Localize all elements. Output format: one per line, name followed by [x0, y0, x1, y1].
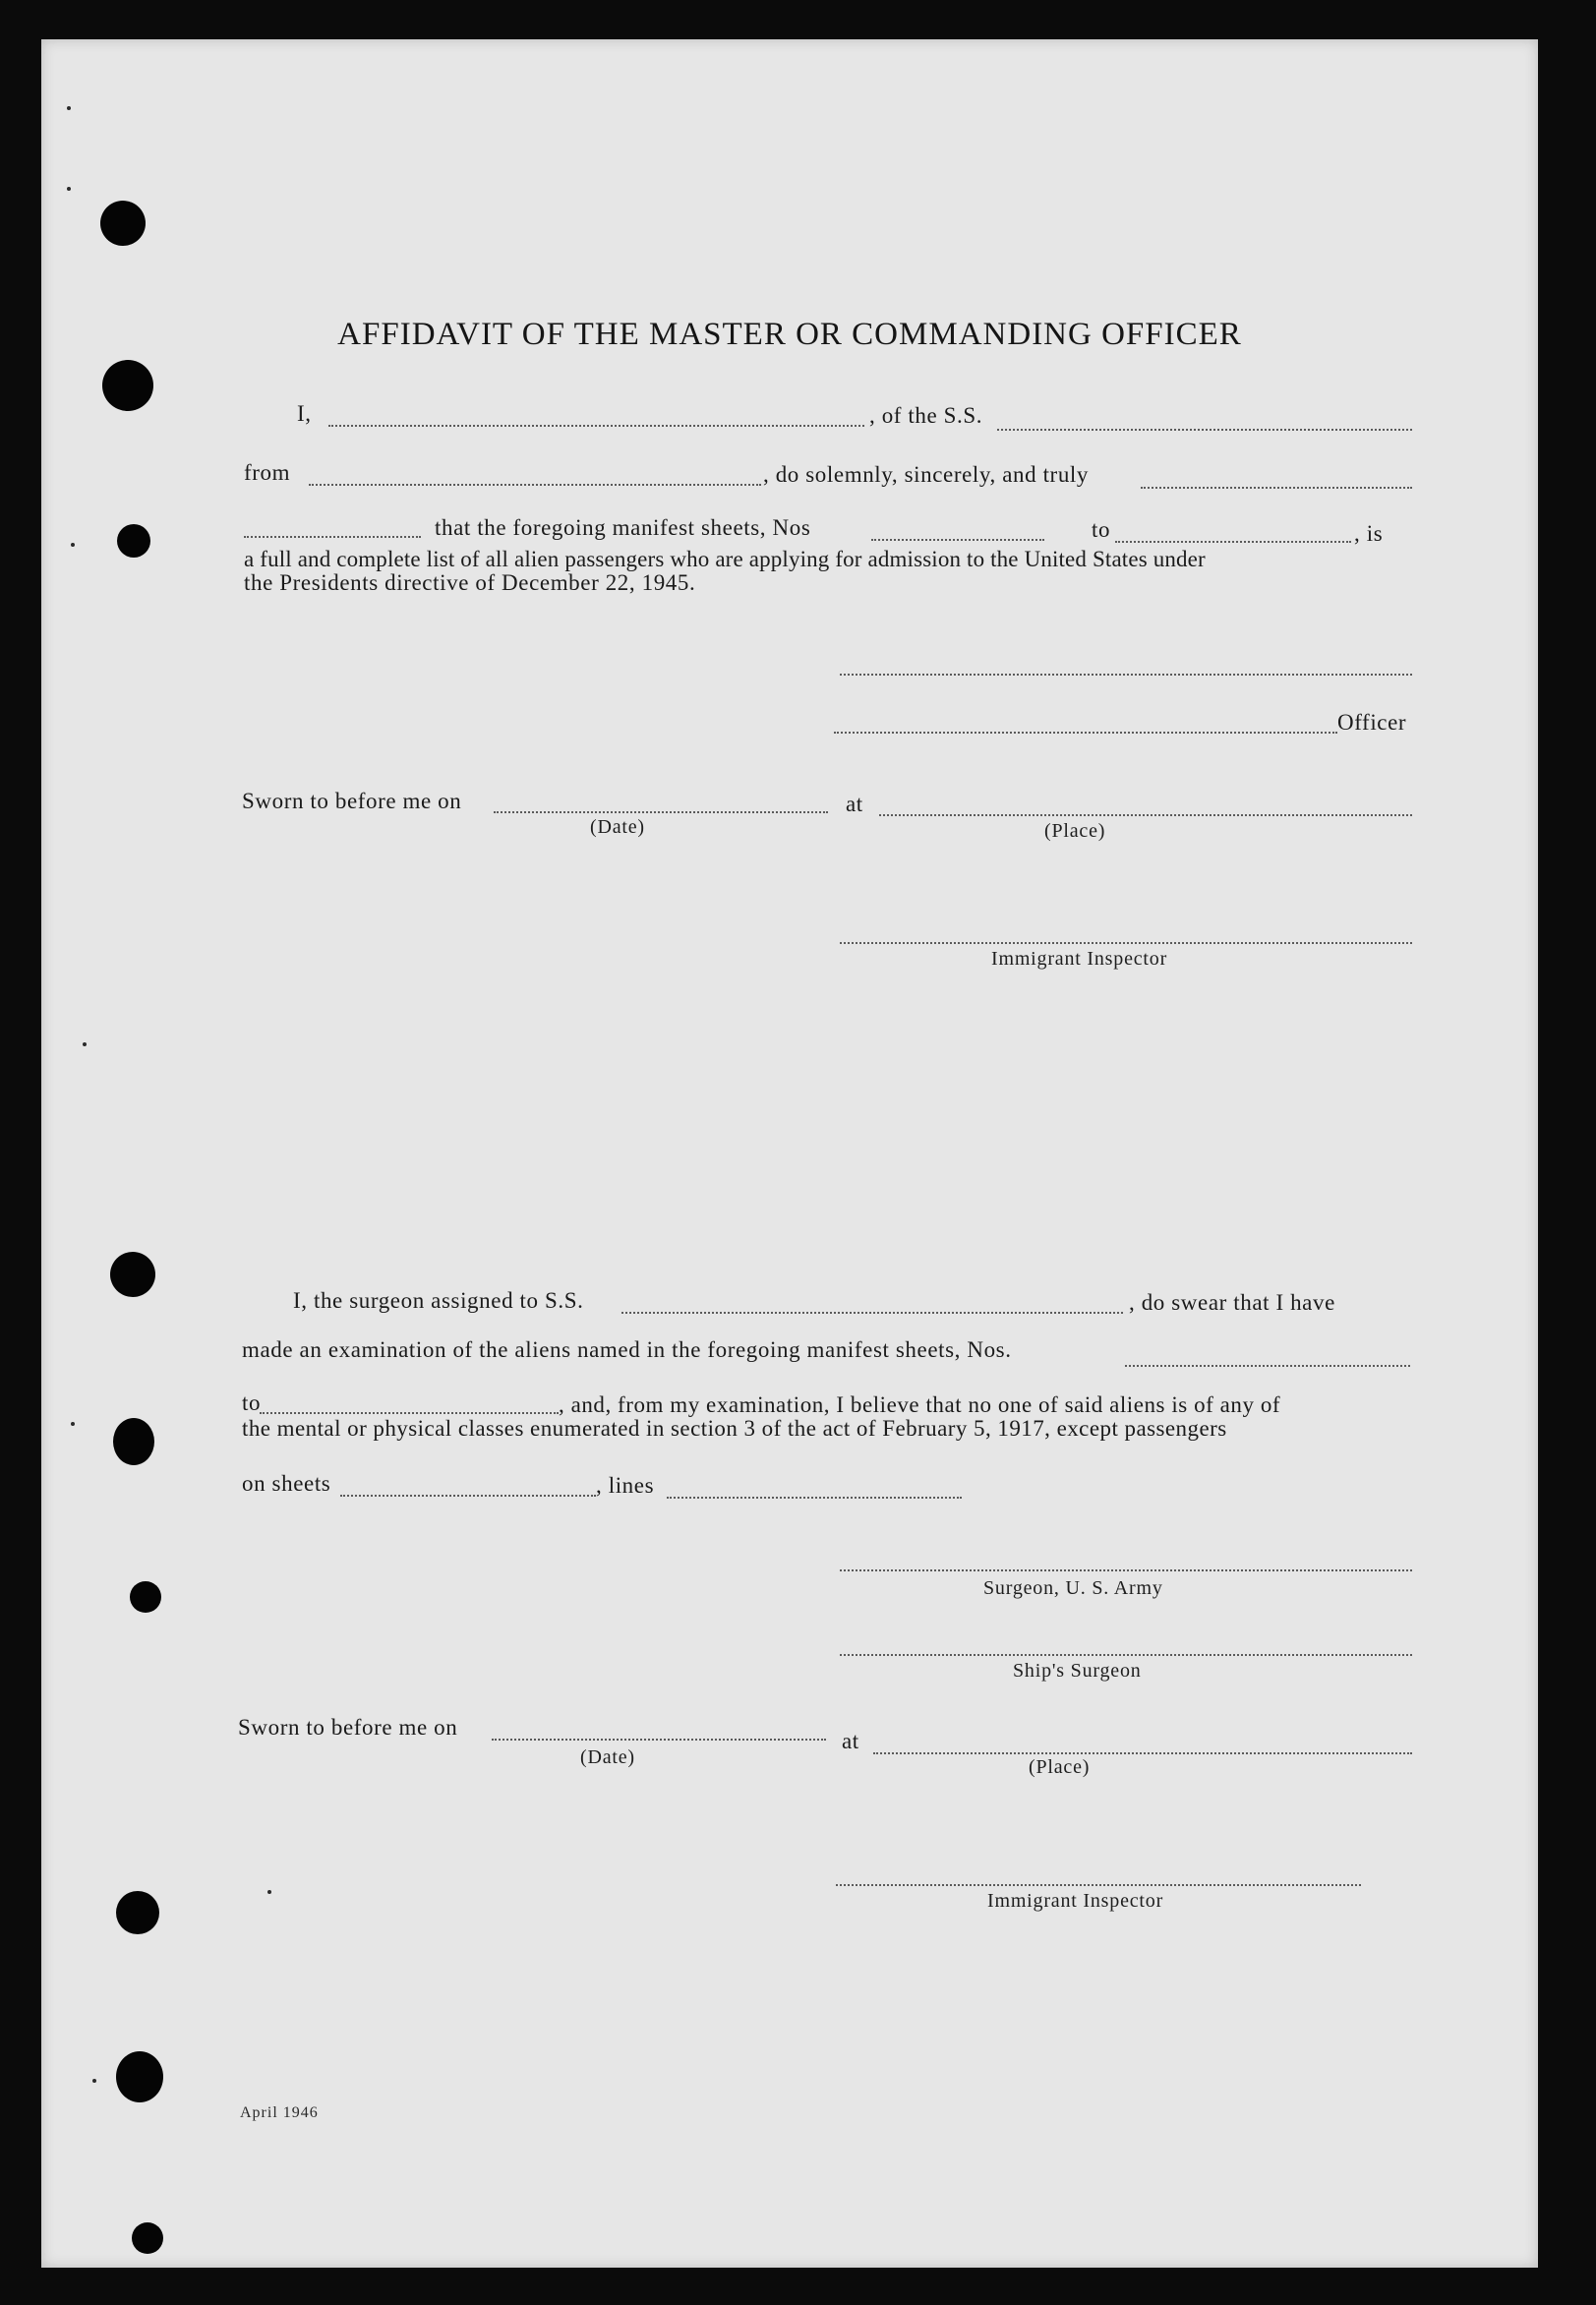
date-caption-2: (Date)	[580, 1746, 635, 1768]
surgeon-line-2: made an examination of the aliens named in the foregoing manifest sheets, Nos.	[242, 1337, 1012, 1362]
speck	[71, 1422, 75, 1426]
binder-hole	[100, 201, 146, 246]
sworn-label: Sworn to before me on	[242, 789, 462, 813]
form-page	[41, 39, 1538, 2268]
label-from: from	[244, 460, 291, 485]
binder-hole	[113, 1418, 154, 1465]
master-signature-line[interactable]	[840, 674, 1412, 676]
binder-hole	[116, 1891, 159, 1934]
surgeon-line-1: I, the surgeon assigned to S.S.	[293, 1288, 584, 1313]
on-sheets-label: on sheets	[242, 1471, 331, 1496]
label-solemnly: , do solemnly, sincerely, and truly	[763, 462, 1090, 487]
on-sheets-field[interactable]	[340, 1495, 596, 1497]
surgeon-line-4: the mental or physical classes enumerated in section 3 of the act of February 5, 1917, except passengers	[242, 1416, 1227, 1441]
name-field[interactable]	[328, 425, 864, 427]
at-label-2: at	[842, 1729, 859, 1753]
ship-surgeon-label: Ship's Surgeon	[1013, 1660, 1142, 1682]
paragraph-line-1: a full and complete list of all alien passengers who are applying for admission to the United States under	[244, 547, 1206, 571]
speck	[83, 1042, 87, 1046]
sworn-date-field-2[interactable]	[492, 1739, 826, 1741]
army-surgeon-label: Surgeon, U. S. Army	[983, 1577, 1163, 1599]
oath-type-field[interactable]	[1141, 487, 1412, 489]
binder-hole	[130, 1581, 161, 1613]
place-caption-2: (Place)	[1029, 1756, 1091, 1778]
surgeon-line-3: , and, from my examination, I believe that no one of said aliens is of any of	[559, 1392, 1281, 1417]
surgeon-line-1-swear: , do swear that I have	[1129, 1290, 1335, 1315]
inspector-signature-line-2[interactable]	[836, 1884, 1361, 1886]
speck	[92, 2079, 96, 2083]
sworn-place-field[interactable]	[879, 814, 1412, 816]
label-foregoing: that the foregoing manifest sheets, Nos	[435, 515, 811, 540]
speck	[267, 1890, 271, 1894]
army-surgeon-signature-line[interactable]	[840, 1569, 1412, 1571]
label-to: to	[1092, 517, 1111, 542]
surgeon-ship-field[interactable]	[621, 1312, 1123, 1314]
sworn-date-field[interactable]	[494, 811, 828, 813]
speck	[67, 187, 71, 191]
binder-hole	[110, 1252, 155, 1297]
inspector-signature-line[interactable]	[840, 942, 1412, 944]
inspector-label-2: Immigrant Inspector	[987, 1890, 1164, 1912]
speck	[67, 106, 71, 110]
binder-hole	[132, 2222, 163, 2254]
form-date-footer: April 1946	[240, 2104, 319, 2121]
ship-name-field[interactable]	[997, 429, 1412, 431]
ship-surgeon-signature-line[interactable]	[840, 1654, 1412, 1656]
date-caption: (Date)	[590, 816, 645, 838]
sheet-from-field[interactable]	[871, 539, 1044, 541]
officer-label: Officer	[1337, 710, 1407, 735]
form-title: AFFIDAVIT OF THE MASTER OR COMMANDING OFFICER	[337, 317, 1242, 352]
speck	[71, 543, 75, 547]
sworn-label-2: Sworn to before me on	[238, 1715, 458, 1740]
sworn-place-field-2[interactable]	[873, 1752, 1412, 1754]
inspector-label: Immigrant Inspector	[991, 948, 1168, 970]
oath-type-field-cont[interactable]	[244, 536, 421, 538]
place-caption: (Place)	[1044, 820, 1106, 842]
binder-hole	[116, 2051, 163, 2102]
paragraph-line-2: the Presidents directive of December 22, 1945.	[244, 570, 696, 595]
at-label: at	[846, 792, 863, 816]
surgeon-sheet-to-field[interactable]	[260, 1412, 559, 1414]
binder-hole	[102, 360, 153, 411]
binder-hole	[117, 524, 150, 558]
lines-field[interactable]	[667, 1497, 962, 1499]
lines-label: , lines	[596, 1473, 655, 1498]
port-from-field[interactable]	[309, 484, 761, 486]
label-i: I,	[297, 401, 312, 426]
label-is: , is	[1354, 521, 1384, 546]
surgeon-to-label: to	[242, 1390, 262, 1415]
surgeon-sheet-field[interactable]	[1125, 1365, 1410, 1367]
label-of-ss: , of the S.S.	[869, 403, 983, 428]
sheet-to-field[interactable]	[1115, 541, 1351, 543]
officer-signature-line[interactable]	[834, 732, 1337, 734]
